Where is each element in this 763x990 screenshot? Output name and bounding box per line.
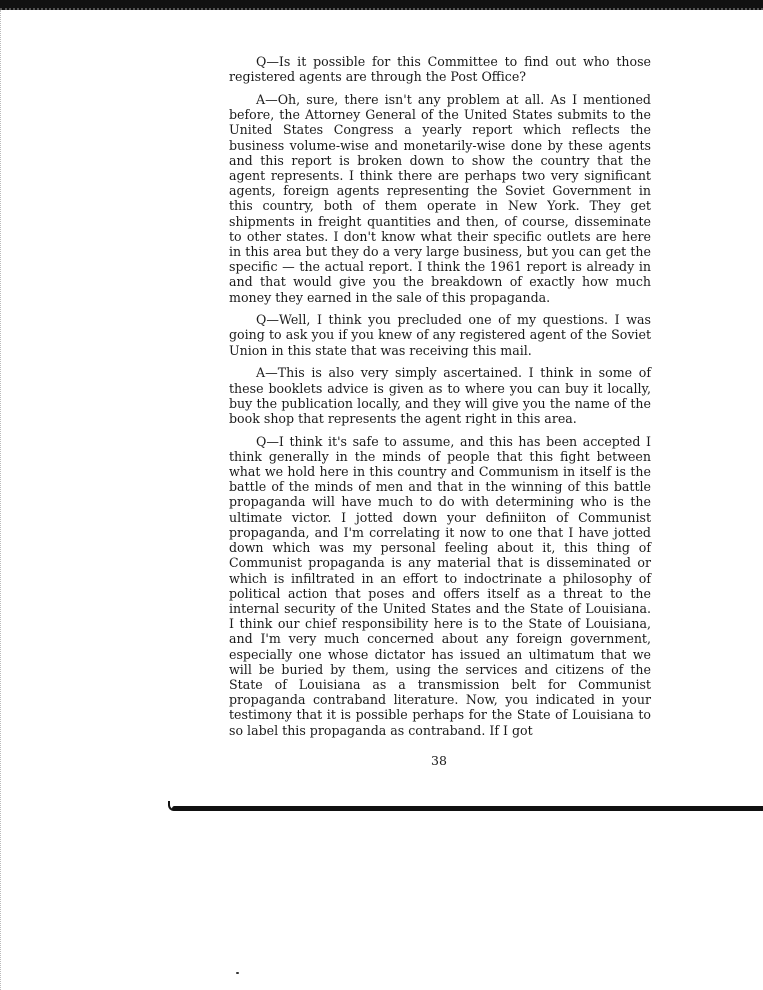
testimony-text [229,54,651,745]
paragraph-question-1: Q—Is it possible for this Committee to find out who those registered agents are through the Post Office? [229,54,651,85]
bottom-border-rule [172,806,763,811]
paragraph-answer-1: A—Oh, sure, there isn't any problem at all. As I mentioned before, the Attorney General of the United States submits to the United States Congress a yearly report which reflects the business volume-wise and monetarily-wise done by these agents and this report is broken down to show the country that the agent represents. I think there are perhaps two very significant agents, foreign agents representing the Soviet Government in this country, both of them operate in New York. They get shipments in freight quantities and then, of course, disseminate to other states. I don't know what their specific outlets are here in this area but they do a very large business, but you can get the specific — the actual report. I think the 1961 report is already in and that would give you the breakdown of exactly how much money they earned in the sale of this propaganda. [229,91,651,305]
top-border-rule [0,0,763,10]
paragraph-answer-2: A—This is also very simply ascertained. I think in some of these booklets advice is given as to where you can buy it locally, buy the publication locally, and they will give you the name of the book shop that represents the agent right in this area. [229,365,651,426]
paragraph-question-3: Q—I think it's safe to assume, and this has been accepted I think generally in the minds of people that this fight between what we hold here in this country and Communism in itself is the battle of the minds of men and that in the winning of this battle propaganda will have much to do with determining who is the ultimate victor. I jotted down your definiiton of Communist propaganda, and I'm correlating it now to one that I have jotted down which was my personal feeling about it, this thing of Communist propaganda is any material that is disseminated or which is infiltrated in an effort to indoctrinate a philosophy of political action that poses and offers itself as a threat to the internal security of the United States and the State of Louisiana. I think our chief responsibility here is to the State of Louisiana, and I'm very much concerned about any foreign government, especially one whose dictator has issued an ultimatum that we will be buried by them, using the services and citizens of the State of Louisiana as a transmission belt for Communist propaganda contraband literature. Now, you indicated in your testimony that it is possible perhaps for the State of Louisiana to so label this propaganda as contraband. If I got [229,433,651,738]
page-number: 38 [431,753,447,768]
scan-speck [236,972,239,974]
paragraph-question-2: Q—Well, I think you precluded one of my questions. I was going to ask you if you knew of any registered agent of the Soviet Union in this state that was receiving this mail. [229,312,651,358]
left-scan-edge [0,10,2,990]
